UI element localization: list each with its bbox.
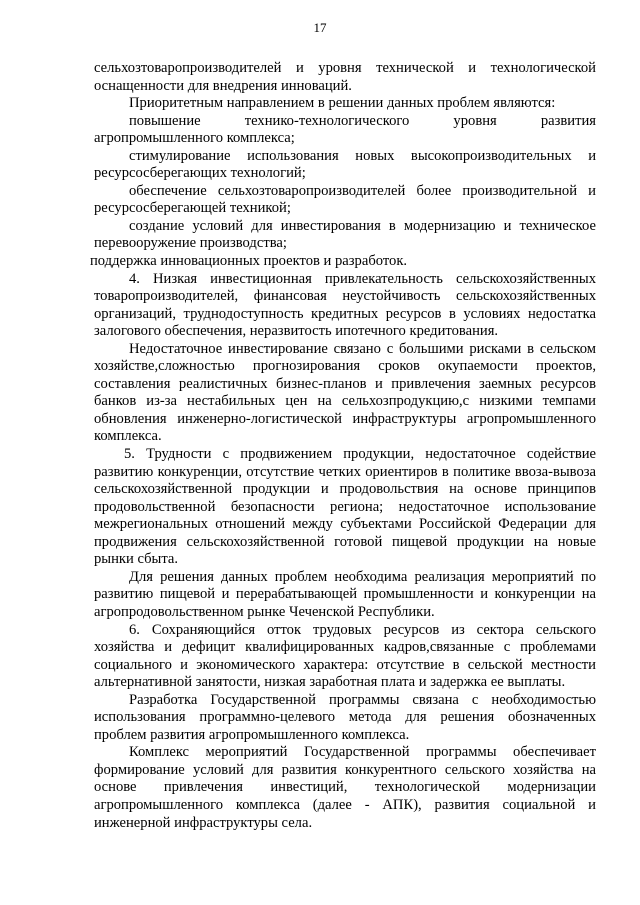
paragraph-5: обеспечение сельхозтоваропроизводителей более производительной и ресурсосберегающей техникой; (94, 182, 596, 217)
paragraph-4: стимулирование использования новых высокопроизводительных и ресурсосберегающих технологий; (94, 147, 596, 182)
document-body (90, 60, 596, 832)
paragraph-13: Разработка Государственной программы связана с необходимостью использования программно-целевого метода для решения обозначенных проблем развития агропромышленного комплекса. (94, 691, 596, 743)
paragraph-12: 6. Сохраняющийся отток трудовых ресурсов из сектора сельского хозяйства и дефицит квалифицированных кадров,связанные с проблемами социального и экономического характера: отсутствие в сельской местности альтернативной занятости, низкая заработная плата и задержка ее выплаты. (94, 621, 596, 691)
paragraph-8: 4. Низкая инвестиционная привлекательность сельскохозяйственных товаропроизводителей, финансовая неустойчивость сельскохозяйственных организаций, труднодоступность кредитных ресурсов в условиях недостатка залогового обеспечения, неразвитость ипотечного кредитования. (94, 270, 596, 340)
paragraph-2: Приоритетным направлением в решении данных проблем являются: (129, 95, 556, 112)
paragraph-11: Для решения данных проблем необходима реализация мероприятий по развитию пищевой и перерабатывающей промышленности и конкуренции на агропродовольственном рынке Чеченской Республики. (94, 568, 596, 620)
paragraph-6: создание условий для инвестирования в модернизацию и техническое перевооружение производства; (94, 217, 596, 252)
paragraph-1: сельхозтоваропроизводителей и уровня технической и технологической оснащенности для внедрения инноваций. (94, 60, 596, 94)
paragraph-7: поддержка инновационных проектов и разработок. (90, 253, 408, 270)
paragraph-14: Комплекс мероприятий Государственной программы обеспечивает формирование условий для развития конкурентного сельского хозяйства на основе привлечения инвестиций, технологической модернизации агропромышленного комплекса (далее - АПК), развития социальной и инженерной инфраструктуры села. (94, 744, 596, 831)
paragraph-9: Недостаточное инвестирование связано с большими рисками в сельском хозяйстве,сложностью прогнозирования сроков окупаемости проектов, составления реалистичных бизнес-планов и привлечения заемных ресурсов банков из-за нестабильных цен на сельхозпродукцию,с низкими темпами обновления инженерно-логистической инфраструктуры агропромышленного комплекса. (94, 340, 596, 445)
page-number: 17 (313, 20, 327, 35)
paragraph-10: 5. Трудности с продвижением продукции, недостаточное содействие развитию конкуренции, отсутствие четких ориентиров в политике ввоза-вывоза сельскохозяйственной продукции и продовольствия на основе принципов продовольственной безопасности региона; недостаточное использование межрегиональных отношений между субъектами Российской Федерации для продвижения сельскохозяйственной готовой пищевой продукции на новые рынки сбыта. (94, 446, 596, 568)
paragraph-3: повышение технико-технологического уровня развития агропромышленного комплекса; (94, 112, 596, 147)
